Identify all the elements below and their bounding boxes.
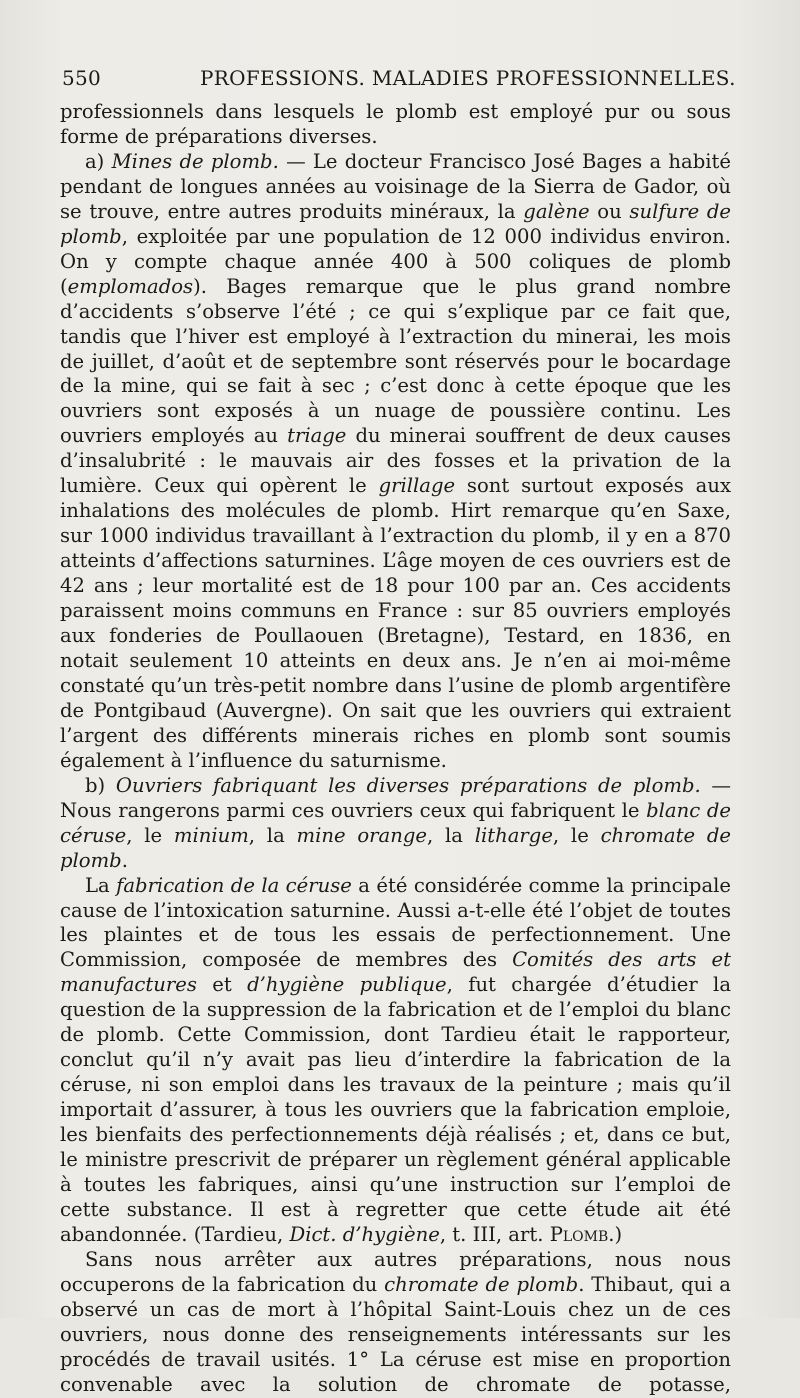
text-run: La bbox=[85, 873, 117, 897]
text-run: , le bbox=[126, 823, 174, 847]
text-run: — Le docteur Francisco José Bages a habité pendant de longues années au voisinage de la Sierra de Gador, où se trouve, entre autres produits minéraux, la bbox=[60, 149, 731, 223]
text-run: , fut chargée d’étudier la question de la suppression de la fabrication et de l’emploi du blanc de plomb. Cette Commission, dont Tardieu était le rapporteur, conclut qu’il n’y avait pas lieu d’interdire la fabrication de la céruse, ni son emploi dans les travaux de la peinture ; mais qu’il importait d’assurer, à tous les ouvriers que la fabrication emploie, les bienfaits des perfectionnements déjà réalisés ; et, dans ce but, le ministre prescrivit de préparer un règlement général applicable à toutes les fabriques, ainsi qu’une instruction sur l’emploi de cette substance. Il est à regretter que cette étude ait été abandonnée. (Tardieu, bbox=[60, 973, 731, 1246]
section-heading-ouvriers: Ouvriers fabriquant les diverses préparations de plomb. bbox=[115, 773, 701, 797]
italic-term: galène bbox=[523, 199, 590, 223]
italic-term: sulfure de plomb bbox=[60, 199, 732, 248]
italic-term: fabrication de la céruse bbox=[116, 873, 352, 897]
paragraph-chromate bbox=[60, 1248, 731, 1398]
text-run: Sans nous arrêter aux autres préparations, nous nous occuperons de la fabrication du bbox=[60, 1247, 731, 1296]
text-run: et bbox=[196, 973, 248, 997]
citation-article: Plomb bbox=[549, 1222, 609, 1246]
italic-term: blanc de céruse bbox=[60, 798, 731, 847]
italic-term: litharge bbox=[474, 823, 553, 847]
italic-term: d’hygiène publique bbox=[247, 973, 447, 997]
text-run: , le bbox=[552, 823, 601, 847]
italic-term: emplomados bbox=[67, 274, 194, 298]
text-run: — Nous rangerons parmi ces ouvriers ceux qui fabriquent le bbox=[60, 773, 732, 822]
text-run: . Thibaut, qui a observé un cas de mort à l’hôpital Saint-Louis chez un de ces ouvriers, nous donne des renseignements intéressants sur les procédés de travail usités. 1° La céruse est mise en proportion convenable avec la solution de chromate de potasse, bbox=[60, 1272, 731, 1396]
page-number: 550 bbox=[62, 66, 102, 90]
italic-term: chromate de plomb bbox=[60, 823, 731, 872]
italic-term: minium bbox=[173, 823, 249, 847]
paragraph-ouvriers bbox=[60, 774, 731, 874]
italic-term: grillage bbox=[378, 474, 456, 498]
paragraph-fabrication-ceruse bbox=[60, 874, 731, 1248]
italic-term: mine orange bbox=[296, 823, 427, 847]
text-run: .) bbox=[608, 1222, 623, 1246]
paragraph-mines-de-plomb bbox=[60, 150, 731, 774]
text-run: , la bbox=[426, 823, 475, 847]
italic-term: chromate de plomb bbox=[384, 1272, 579, 1296]
body-text bbox=[60, 100, 731, 1398]
text-run: . bbox=[121, 848, 128, 872]
running-title: PROFESSIONS. MALADIES PROFESSIONNELLES. bbox=[200, 66, 736, 90]
italic-term: triage bbox=[287, 424, 347, 448]
paragraph-continuation: professionnels dans lesquels le plomb est employé pur ou sous forme de préparations diverses. bbox=[60, 100, 731, 148]
text-run: ou bbox=[589, 199, 630, 223]
text-run: , la bbox=[248, 823, 297, 847]
text-run: ). Bages remarque que le plus grand nombre d’accidents s’observe l’été ; ce qui s’explique par ce fait que, tandis que l’hiver est employé à l’extraction du minerai, les mois de juillet, d’août et de septembre sont réservés pour le bocardage de la mine, qui se fait à sec ; c’est donc à cette époque que les ouvriers sont exposés à un nuage de poussière continu. Les ouvriers employés au bbox=[60, 274, 731, 448]
text-run: a été considérée comme la principale cause de l’intoxication saturnine. Aussi a-t-elle été l’objet de toutes les plaintes et de tous les essais de perfectionnement. Une Commission, composée de membres des bbox=[60, 873, 731, 972]
citation-title: Dict. d’hygiène bbox=[289, 1222, 440, 1246]
text-run: , t. III, art. bbox=[439, 1222, 550, 1246]
section-heading-mines: Mines de plomb. bbox=[111, 149, 279, 173]
section-marker-a: a) bbox=[85, 149, 112, 173]
italic-term: Comités des arts et manufactures bbox=[60, 948, 732, 997]
text-run: sont surtout exposés aux inhalations des molécules de plomb. Hirt remarque qu’en Saxe, sur 1000 individus travaillant à l’extraction du plomb, il y en a 870 atteints d’affections saturnines. L’âge moyen de ces ouvriers est de 42 ans ; leur mortalité est de 18 pour 100 par an. Ces accidents paraissent moins communs en France : sur 85 ouvriers employés aux fonderies de Poullaouen (Bretagne), Testard, en 1836, en notait seulement 10 atteints en deux ans. Je n’en ai moi-même constaté qu’un très-petit nombre dans l’usine de plomb argentifère de Pontgibaud (Auvergne). On sait que les ouvriers qui extraient l’argent des différents minerais riches en plomb sont soumis également à l’influence du saturnisme. bbox=[60, 474, 731, 772]
section-marker-b: b) bbox=[85, 773, 116, 797]
text-run: du minerai souffrent de deux causes d’insalubrité : le mauvais air des fosses et la privation de la lumière. Ceux qui opèrent le bbox=[60, 424, 731, 498]
text-run: , exploitée par une population de 12 000 individus environ. On y compte chaque année 400 à 500 coliques de plomb ( bbox=[60, 224, 731, 298]
